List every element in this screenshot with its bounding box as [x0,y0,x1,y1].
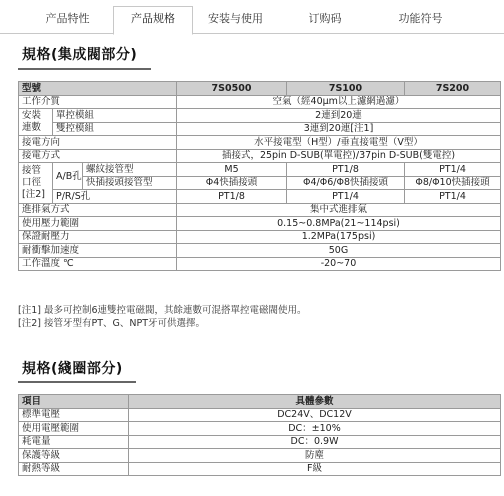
table-row [19,163,501,177]
tab-order-code[interactable]: 订购码 [308,12,342,25]
row-sublabel: 螺紋接管型 [83,163,177,177]
footnotes [18,304,307,330]
row-value: -20~70 [177,257,501,271]
cell-value: PT1/8 [177,190,287,204]
table-row [19,203,501,217]
row-label: 使用壓力範圍 [19,217,177,231]
header-7s100: 7S100 [287,82,405,96]
row-label: 接管口徑 [注2] [19,163,53,204]
row-value: DC：±10% [129,422,501,436]
header-params: 具體參數 [129,395,501,409]
table-row [19,408,501,422]
row-label: 保護等級 [19,449,129,463]
row-label: 進排氣方式 [19,203,177,217]
title-underline [18,381,136,383]
row-value: 1.2MPa(175psi) [177,230,501,244]
row-value: 集中式進排氣 [177,203,501,217]
table-row [19,230,501,244]
valve-spec-table [18,81,501,271]
table-row [19,109,501,123]
table-header-row [19,82,501,96]
table-row [19,462,501,476]
cell-value: Φ4/Φ6/Φ8快插接頭 [287,176,405,190]
row-label: 安裝連數 [19,109,53,136]
row-value: 0.15~0.8MPa(21~114psi) [177,217,501,231]
row-value: 防塵 [129,449,501,463]
table-row [19,122,501,136]
spec-section-title: 規格(集成閥部分) [22,47,138,63]
header-7s200: 7S200 [405,82,501,96]
header-7s0500: 7S0500 [177,82,287,96]
row-sublabel: 單控模組 [53,109,177,123]
tab-bar [0,0,504,34]
tab-features[interactable]: 产品特性 [45,12,90,25]
cell-value: PT1/4 [405,163,501,177]
row-sublabel: 快插接頭接管型 [83,176,177,190]
row-value: 50G [177,244,501,258]
row-label: 使用電壓範圍 [19,422,129,436]
row-sublabel: A/B孔 [53,163,83,190]
row-label: 保證耐壓力 [19,230,177,244]
row-label: 工作溫度 ℃ [19,257,177,271]
row-value: 空氣（經40μm以上濾網過濾） [177,95,501,109]
row-value: 3連到20連[注1] [177,122,501,136]
row-value: F級 [129,462,501,476]
header-model: 型號 [19,82,177,96]
tab-specs[interactable]: 产品规格 [113,6,193,35]
row-label: 工作介質 [19,95,177,109]
table-row [19,136,501,150]
table-row [19,449,501,463]
tab-installation[interactable]: 安装与使用 [208,12,263,25]
footnote-1: [注1] 最多可控制6連雙控電磁閥，其餘連數可混搭單控電磁閥使用。 [18,305,307,316]
table-row [19,257,501,271]
header-item: 項目 [19,395,129,409]
table-header-row [19,395,501,409]
row-value: DC24V、DC12V [129,408,501,422]
row-value: 插接式，25pin D-SUB(單電控)/37pin D-SUB(雙電控) [177,149,501,163]
footnote-2: [注2] 接管牙型有PT、G、NPT牙可供選擇。 [18,318,206,329]
table-row [19,217,501,231]
row-label: 接電方式 [19,149,177,163]
row-label: 耐衝擊加速度 [19,244,177,258]
table-row [19,435,501,449]
row-value: 水平接電型（H型）/垂直接電型（V型） [177,136,501,150]
cell-value: Φ8/Φ10快插接頭 [405,176,501,190]
row-label: 標準電壓 [19,408,129,422]
title-underline [18,68,151,70]
row-value: 2連到20連 [177,109,501,123]
row-sublabel: 雙控模組 [53,122,177,136]
table-row [19,149,501,163]
coil-section-title: 規格(綫圈部分) [22,361,123,377]
coil-spec-table [18,394,501,476]
cell-value: PT1/4 [287,190,405,204]
cell-value: PT1/4 [405,190,501,204]
table-row [19,95,501,109]
cell-value: Φ4快插接頭 [177,176,287,190]
cell-value: M5 [177,163,287,177]
row-value: DC：0.9W [129,435,501,449]
table-row [19,190,501,204]
table-row [19,176,501,190]
row-label: 耐熱等級 [19,462,129,476]
row-label: 耗電量 [19,435,129,449]
cell-value: PT1/8 [287,163,405,177]
row-sublabel: P/R/S孔 [53,190,177,204]
table-row [19,422,501,436]
table-row [19,244,501,258]
row-label: 接電方向 [19,136,177,150]
tab-function-symbol[interactable]: 功能符号 [398,12,443,25]
